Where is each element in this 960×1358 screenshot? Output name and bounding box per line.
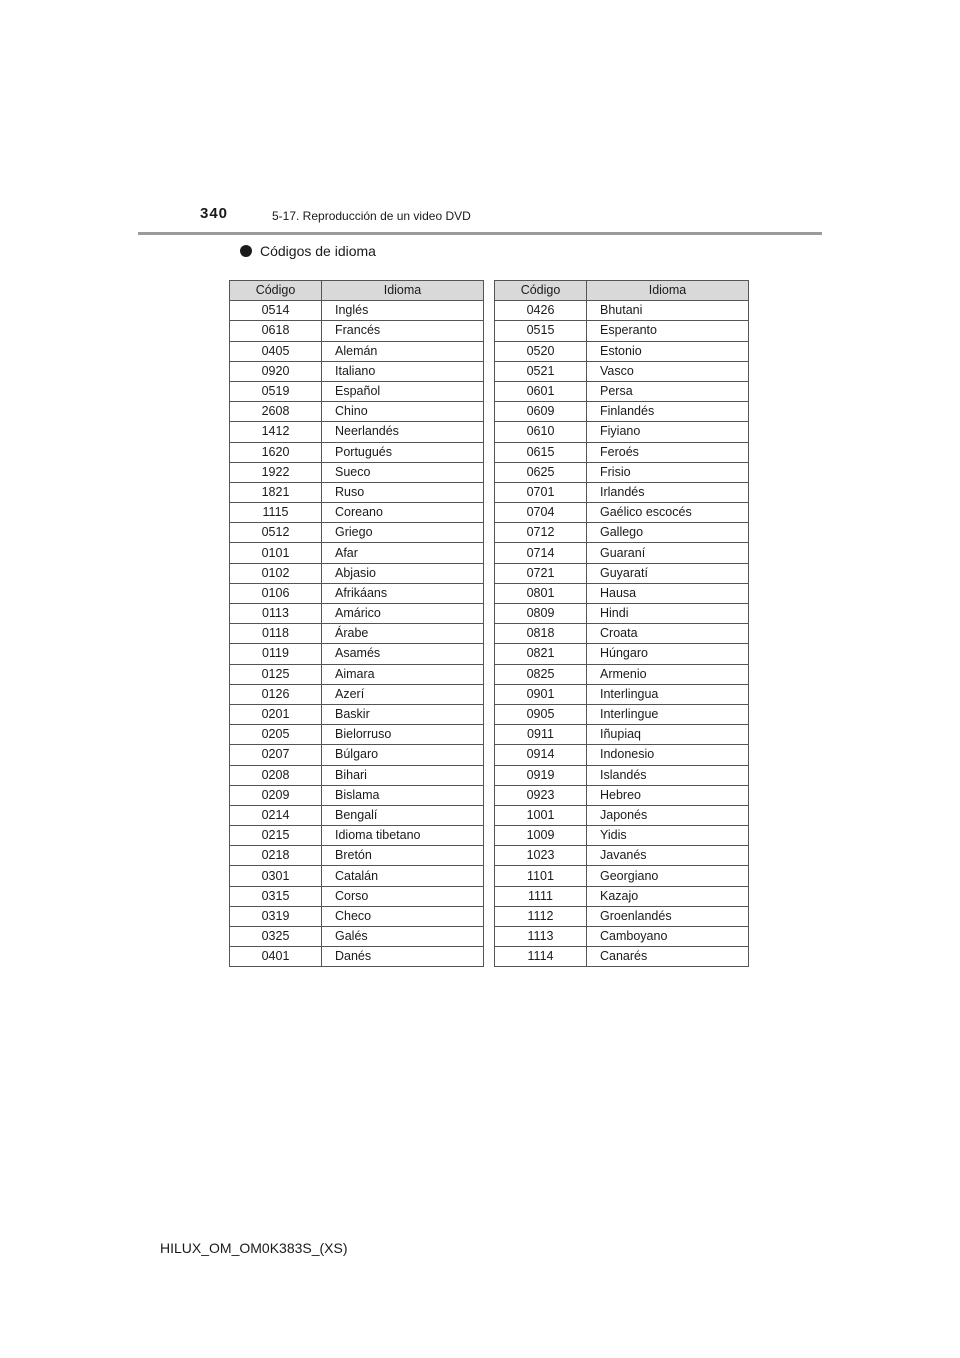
- language-name-cell: Interlingua: [587, 684, 749, 704]
- language-name-cell: Alemán: [322, 341, 484, 361]
- language-code-cell: 1113: [495, 927, 587, 947]
- table-row: [230, 805, 484, 825]
- language-codes-table-right: [494, 280, 749, 967]
- language-name-cell: Baskir: [322, 704, 484, 724]
- language-code-cell: 0125: [230, 664, 322, 684]
- language-code-cell: 0615: [495, 442, 587, 462]
- language-code-cell: 0106: [230, 583, 322, 603]
- language-code-cell: 0923: [495, 785, 587, 805]
- language-name-cell: Bengalí: [322, 805, 484, 825]
- table-row: [230, 523, 484, 543]
- table-row: [230, 725, 484, 745]
- language-code-cell: 1114: [495, 947, 587, 967]
- language-code-cell: 0911: [495, 725, 587, 745]
- table-row: [230, 644, 484, 664]
- table-row: [230, 381, 484, 401]
- language-name-cell: Groenlandés: [587, 906, 749, 926]
- language-name-cell: Galés: [322, 927, 484, 947]
- language-code-cell: 0721: [495, 563, 587, 583]
- table-row: [495, 947, 749, 967]
- language-name-cell: Finlandés: [587, 402, 749, 422]
- language-code-cell: 0825: [495, 664, 587, 684]
- table-row: [495, 745, 749, 765]
- language-code-cell: 0609: [495, 402, 587, 422]
- language-code-cell: 0905: [495, 704, 587, 724]
- table-row: [230, 321, 484, 341]
- language-name-cell: Francés: [322, 321, 484, 341]
- language-name-cell: Inglés: [322, 301, 484, 321]
- table-row: [230, 462, 484, 482]
- language-code-cell: 1620: [230, 442, 322, 462]
- language-name-cell: Gaélico escocés: [587, 503, 749, 523]
- language-name-cell: Ruso: [322, 482, 484, 502]
- table-row: [230, 906, 484, 926]
- language-name-cell: Croata: [587, 624, 749, 644]
- table-row: [230, 301, 484, 321]
- table-row: [230, 765, 484, 785]
- language-name-cell: Búlgaro: [322, 745, 484, 765]
- language-code-cell: 0914: [495, 745, 587, 765]
- language-code-cell: 0315: [230, 886, 322, 906]
- language-name-cell: Checo: [322, 906, 484, 926]
- table-row: [495, 604, 749, 624]
- table-row: [495, 341, 749, 361]
- language-code-cell: 0901: [495, 684, 587, 704]
- language-name-cell: Chino: [322, 402, 484, 422]
- language-code-cell: 0821: [495, 644, 587, 664]
- language-name-cell: Idioma tibetano: [322, 826, 484, 846]
- document-footer: HILUX_OM_OM0K383S_(XS): [160, 1240, 348, 1256]
- language-code-cell: 0118: [230, 624, 322, 644]
- language-code-cell: 0520: [495, 341, 587, 361]
- table-row: [495, 321, 749, 341]
- language-code-cell: 1023: [495, 846, 587, 866]
- table-row: [495, 402, 749, 422]
- language-code-cell: 0618: [230, 321, 322, 341]
- language-code-cell: 0625: [495, 462, 587, 482]
- language-code-cell: 0201: [230, 704, 322, 724]
- language-code-cell: 0515: [495, 321, 587, 341]
- language-name-cell: Estonio: [587, 341, 749, 361]
- table-row: [495, 684, 749, 704]
- table-row: [230, 543, 484, 563]
- table-header-row: [495, 281, 749, 301]
- table-row: [495, 765, 749, 785]
- table-row: [230, 866, 484, 886]
- table-row: [495, 826, 749, 846]
- table-row: [495, 704, 749, 724]
- language-name-cell: Islandés: [587, 765, 749, 785]
- language-name-cell: Hebreo: [587, 785, 749, 805]
- language-code-cell: 0919: [495, 765, 587, 785]
- table-row: [230, 402, 484, 422]
- language-name-cell: Azerí: [322, 684, 484, 704]
- language-name-cell: Hausa: [587, 583, 749, 603]
- language-name-cell: Sueco: [322, 462, 484, 482]
- language-code-cell: 0101: [230, 543, 322, 563]
- language-code-cell: 2608: [230, 402, 322, 422]
- language-code-cell: 0215: [230, 826, 322, 846]
- table-row: [230, 503, 484, 523]
- table-row: [495, 583, 749, 603]
- language-code-cell: 1412: [230, 422, 322, 442]
- table-row: [495, 644, 749, 664]
- table-row: [230, 745, 484, 765]
- table-row: [230, 604, 484, 624]
- language-code-cell: 0209: [230, 785, 322, 805]
- language-name-cell: Italiano: [322, 361, 484, 381]
- table-row: [495, 361, 749, 381]
- language-code-cell: 1115: [230, 503, 322, 523]
- page-number: 340: [200, 205, 229, 222]
- language-code-cell: 0119: [230, 644, 322, 664]
- language-code-cell: 0818: [495, 624, 587, 644]
- table-row: [230, 886, 484, 906]
- column-header-code: Código: [495, 281, 587, 301]
- language-name-cell: Español: [322, 381, 484, 401]
- language-code-cell: 0301: [230, 866, 322, 886]
- table-row: [495, 725, 749, 745]
- language-name-cell: Guaraní: [587, 543, 749, 563]
- language-code-cell: 0809: [495, 604, 587, 624]
- language-code-cell: 0601: [495, 381, 587, 401]
- table-row: [230, 947, 484, 967]
- table-row: [230, 664, 484, 684]
- language-code-cell: 0714: [495, 543, 587, 563]
- table-row: [495, 785, 749, 805]
- language-name-cell: Bretón: [322, 846, 484, 866]
- language-code-cell: 0512: [230, 523, 322, 543]
- language-code-cell: 1009: [495, 826, 587, 846]
- language-code-cell: 1111: [495, 886, 587, 906]
- language-name-cell: Irlandés: [587, 482, 749, 502]
- column-header-language: Idioma: [587, 281, 749, 301]
- language-name-cell: Hindi: [587, 604, 749, 624]
- table-row: [495, 381, 749, 401]
- language-code-cell: 0319: [230, 906, 322, 926]
- language-code-cell: 0514: [230, 301, 322, 321]
- language-code-cell: 1001: [495, 805, 587, 825]
- table-row: [495, 906, 749, 926]
- language-name-cell: Vasco: [587, 361, 749, 381]
- table-row: [495, 886, 749, 906]
- language-code-cell: 0712: [495, 523, 587, 543]
- language-name-cell: Asamés: [322, 644, 484, 664]
- language-name-cell: Persa: [587, 381, 749, 401]
- table-row: [230, 563, 484, 583]
- language-name-cell: Aimara: [322, 664, 484, 684]
- language-name-cell: Bihari: [322, 765, 484, 785]
- table-row: [495, 301, 749, 321]
- table-row: [495, 846, 749, 866]
- language-name-cell: Canarés: [587, 947, 749, 967]
- table-row: [495, 866, 749, 886]
- language-name-cell: Bielorruso: [322, 725, 484, 745]
- table-row: [230, 361, 484, 381]
- language-code-cell: 0207: [230, 745, 322, 765]
- section-title: 5-17. Reproducción de un video DVD: [272, 209, 471, 223]
- language-name-cell: Neerlandés: [322, 422, 484, 442]
- table-row: [230, 482, 484, 502]
- column-header-language: Idioma: [322, 281, 484, 301]
- language-name-cell: Danés: [322, 947, 484, 967]
- table-row: [495, 624, 749, 644]
- table-row: [495, 543, 749, 563]
- language-code-cell: 0704: [495, 503, 587, 523]
- language-name-cell: Javanés: [587, 846, 749, 866]
- subheading: [240, 243, 376, 259]
- language-name-cell: Fiyiano: [587, 422, 749, 442]
- table-row: [495, 503, 749, 523]
- language-name-cell: Armenio: [587, 664, 749, 684]
- language-code-cell: 1922: [230, 462, 322, 482]
- table-row: [495, 422, 749, 442]
- table-row: [230, 684, 484, 704]
- language-code-cell: 0113: [230, 604, 322, 624]
- table-row: [230, 927, 484, 947]
- table-row: [230, 826, 484, 846]
- language-code-cell: 0920: [230, 361, 322, 381]
- language-name-cell: Catalán: [322, 866, 484, 886]
- language-code-cell: 1821: [230, 482, 322, 502]
- language-name-cell: Iñupiaq: [587, 725, 749, 745]
- language-name-cell: Coreano: [322, 503, 484, 523]
- table-row: [230, 846, 484, 866]
- language-name-cell: Afrikáans: [322, 583, 484, 603]
- language-code-cell: 0701: [495, 482, 587, 502]
- table-row: [230, 442, 484, 462]
- language-code-cell: 0218: [230, 846, 322, 866]
- language-name-cell: Amárico: [322, 604, 484, 624]
- table-row: [495, 442, 749, 462]
- table-row: [495, 805, 749, 825]
- language-code-cell: 0405: [230, 341, 322, 361]
- language-name-cell: Indonesio: [587, 745, 749, 765]
- language-code-cell: 0208: [230, 765, 322, 785]
- language-name-cell: Frisio: [587, 462, 749, 482]
- language-name-cell: Esperanto: [587, 321, 749, 341]
- language-name-cell: Portugués: [322, 442, 484, 462]
- language-code-cell: 0801: [495, 583, 587, 603]
- table-row: [230, 341, 484, 361]
- language-code-cell: 1112: [495, 906, 587, 926]
- language-name-cell: Abjasio: [322, 563, 484, 583]
- language-code-cell: 0610: [495, 422, 587, 442]
- table-row: [230, 785, 484, 805]
- table-row: [230, 704, 484, 724]
- language-name-cell: Guyaratí: [587, 563, 749, 583]
- language-code-cell: 0521: [495, 361, 587, 381]
- language-name-cell: Bislama: [322, 785, 484, 805]
- table-row: [495, 523, 749, 543]
- language-name-cell: Gallego: [587, 523, 749, 543]
- language-name-cell: Feroés: [587, 442, 749, 462]
- language-name-cell: Yidis: [587, 826, 749, 846]
- table-header-row: [230, 281, 484, 301]
- language-name-cell: Kazajo: [587, 886, 749, 906]
- language-name-cell: Corso: [322, 886, 484, 906]
- language-name-cell: Bhutani: [587, 301, 749, 321]
- table-row: [495, 563, 749, 583]
- language-name-cell: Camboyano: [587, 927, 749, 947]
- language-name-cell: Interlingue: [587, 704, 749, 724]
- bullet-icon: [240, 245, 252, 257]
- language-name-cell: Georgiano: [587, 866, 749, 886]
- language-code-cell: 1101: [495, 866, 587, 886]
- language-code-cell: 0126: [230, 684, 322, 704]
- language-name-cell: Húngaro: [587, 644, 749, 664]
- language-name-cell: Griego: [322, 523, 484, 543]
- language-codes-table-left: [229, 280, 484, 967]
- language-code-cell: 0102: [230, 563, 322, 583]
- table-row: [230, 624, 484, 644]
- table-row: [230, 422, 484, 442]
- column-header-code: Código: [230, 281, 322, 301]
- language-code-cell: 0519: [230, 381, 322, 401]
- table-row: [495, 927, 749, 947]
- language-code-cell: 0214: [230, 805, 322, 825]
- table-row: [495, 482, 749, 502]
- language-name-cell: Afar: [322, 543, 484, 563]
- language-code-cell: 0426: [495, 301, 587, 321]
- table-row: [495, 664, 749, 684]
- header-divider: [138, 232, 822, 235]
- table-row: [230, 583, 484, 603]
- subheading-text: Códigos de idioma: [260, 243, 376, 259]
- language-name-cell: Árabe: [322, 624, 484, 644]
- language-code-cell: 0401: [230, 947, 322, 967]
- table-row: [495, 462, 749, 482]
- language-code-cell: 0205: [230, 725, 322, 745]
- language-code-cell: 0325: [230, 927, 322, 947]
- language-name-cell: Japonés: [587, 805, 749, 825]
